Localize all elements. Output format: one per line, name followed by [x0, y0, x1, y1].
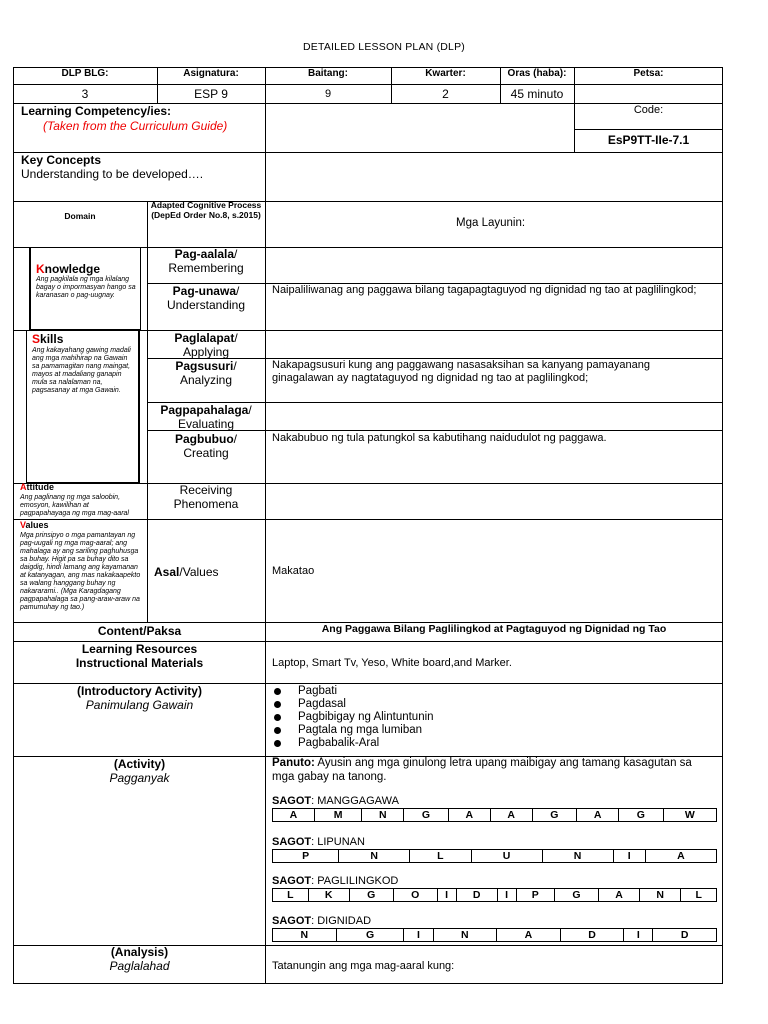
- layunin-header: Mga Layunin:: [456, 217, 526, 229]
- letter-cell: G: [619, 809, 664, 822]
- knowledge-title: Knowledge: [36, 262, 101, 276]
- header-label-kwarter: Kwarter:: [425, 68, 466, 79]
- competency-label: Learning Competency/ies:: [21, 104, 172, 118]
- letter-cell: A: [645, 850, 716, 863]
- letter-grid-2: [272, 849, 717, 863]
- sagot-1: SAGOT: MANGGAGAWA: [272, 795, 399, 807]
- letter-grid-3: [272, 888, 717, 902]
- letter-cell: A: [497, 929, 561, 942]
- code-value: EsP9TT-IIe-7.1: [607, 133, 690, 147]
- letter-cell: L: [681, 889, 717, 902]
- content-label: Content/Paksa: [97, 624, 182, 638]
- letter-cell: W: [663, 809, 716, 822]
- panuto-text: Panuto: Ayusin ang mga ginulong letra upang maibigay ang tamang kasagutan sa mga gabay na tanong.: [272, 757, 692, 783]
- skills-desc: Ang kakayahang gawing madali ang mga mahihirap na Gawain sa pamamagitan nang maingat, mayos at madaliang ganapin mula sa nalalaman na, pagsasanay at mga Gawain.: [32, 347, 131, 395]
- letter-cell: N: [542, 850, 613, 863]
- letter-grid-1: [272, 808, 717, 822]
- resources-label-1: Learning Resources: [81, 642, 198, 656]
- header-value-asignatura: ESP 9: [194, 87, 228, 101]
- letter-cell: G: [336, 929, 404, 942]
- letter-grid-4: [272, 928, 717, 942]
- header-label-asignatura: Asignatura:: [183, 68, 239, 79]
- content-value: Ang Paggawa Bilang Paglilingkod at Pagtaguyod ng Dignidad ng Tao: [321, 623, 667, 635]
- list-item: Pagbabalik-Aral: [272, 737, 434, 750]
- letter-cell: A: [598, 889, 639, 902]
- letter-cell: U: [471, 850, 542, 863]
- header-value-dlp: 3: [81, 87, 89, 101]
- objective-values: Makatao: [272, 565, 315, 577]
- domain-header: Domain: [64, 211, 96, 221]
- letter-cell: G: [404, 809, 449, 822]
- letter-cell: G: [532, 809, 577, 822]
- letter-cell: N: [362, 809, 404, 822]
- sagot-4: SAGOT: DIGNIDAD: [272, 915, 372, 927]
- code-label: Code:: [633, 104, 664, 116]
- letter-cell: P: [273, 850, 339, 863]
- analysis-value: Tatanungin ang mga mag-aaral kung:: [272, 960, 455, 972]
- key-concepts-label: Key Concepts: [21, 153, 102, 167]
- letter-cell: D: [456, 889, 497, 902]
- letter-cell: I: [497, 889, 516, 902]
- letter-cell: N: [273, 929, 337, 942]
- header-value-kwarter: 2: [442, 87, 449, 101]
- document-title: DETAILED LESSON PLAN (DLP): [303, 41, 465, 53]
- attitude-title: Attitude: [20, 482, 54, 492]
- process-remembering: Pag-aalala/ Remembering: [168, 247, 244, 276]
- letter-cell: P: [516, 889, 554, 902]
- header-label-baitang: Baitang:: [308, 68, 348, 79]
- letter-cell: G: [349, 889, 393, 902]
- process-evaluating: Pagpapahalaga/ Evaluating: [160, 403, 252, 432]
- letter-cell: A: [273, 809, 315, 822]
- knowledge-desc: Ang pagkilala ng mga kilalang bagay o impormasyan hango sa karanasan o pag-uugnay.: [36, 276, 136, 300]
- letter-cell: L: [410, 850, 471, 863]
- letter-cell: O: [393, 889, 437, 902]
- process-creating: Pagbubuo/ Creating: [174, 432, 237, 461]
- objective-analyzing: Nakapagsusuri kung ang paggawang nasasaksihan sa kanyang pamayanang ginagalawan ay nagtataguyod ng dignidad ng tao at paglilingkod;: [272, 359, 650, 385]
- letter-cell: N: [339, 850, 410, 863]
- analysis-label: (Analysis): [110, 945, 169, 959]
- values-title: Values: [20, 520, 49, 530]
- activity-label: (Activity): [113, 757, 166, 771]
- skills-title: Skills: [32, 332, 64, 346]
- letter-cell: A: [490, 809, 532, 822]
- letter-cell: I: [437, 889, 456, 902]
- lesson-plan-table: [13, 67, 723, 984]
- list-item: Pagbati: [272, 685, 434, 698]
- sagot-2: SAGOT: LIPUNAN: [272, 836, 365, 848]
- header-label-dlp: DLP BLG:: [61, 68, 109, 79]
- resources-label-2: Instructional Materials: [75, 656, 204, 670]
- letter-cell: M: [314, 809, 361, 822]
- letter-cell: D: [560, 929, 624, 942]
- activity-sub: Pagganyak: [109, 771, 170, 785]
- process-understanding: Pag-unawa/ Understanding: [166, 284, 246, 313]
- letter-cell: A: [577, 809, 619, 822]
- letter-cell: D: [653, 929, 717, 942]
- letter-cell: I: [613, 850, 645, 863]
- letter-cell: N: [640, 889, 681, 902]
- header-value-baitang: 9: [324, 88, 332, 100]
- header-label-oras: Oras (haba):: [507, 68, 567, 79]
- process-analyzing: Pagsusuri/ Analyzing: [175, 359, 237, 388]
- letter-cell: I: [624, 929, 653, 942]
- header-label-petsa: Petsa:: [633, 68, 664, 79]
- analysis-sub: Paglalahad: [109, 959, 170, 973]
- letter-cell: K: [308, 889, 349, 902]
- introductory-list: [272, 685, 434, 750]
- process-receiving: Receiving Phenomena: [173, 483, 239, 511]
- attitude-desc: Ang paglinang ng mga saloobin, emosyon, kawilihan at pagpapahayaga ng mga mag-aaral: [20, 494, 129, 518]
- process-header: Adapted Cognitive Process (DepEd Order No.8, s.2015): [150, 200, 262, 220]
- key-concepts-sub: Understanding to be developed….: [21, 167, 204, 181]
- objective-understanding: Naipaliliwanag ang paggawa bilang tagapagtaguyod ng dignidad ng tao at paglilingkod;: [272, 284, 697, 296]
- values-desc: Mga prinsipyo o mga pamantayan ng pag-uugali ng mga mag-aaral; ang mahalaga ay ang sariling paghuhusga sa buhay. Higit pa sa buhay dito sa daigdig, hindi lamang ang kayamanan at katanyagan, ang mas nakakaapekto sa walang hanggang buhay ng nakararami.. (Mga Karagdagang pagpapahalaga sa pang-araw-araw na pamumuhay ng tao.): [20, 532, 141, 612]
- process-values: Asal/Values: [154, 565, 219, 579]
- process-applying: Paglalapat/ Applying: [174, 331, 238, 360]
- letter-cell: I: [404, 929, 433, 942]
- competency-note: (Taken from the Curriculum Guide): [43, 119, 228, 133]
- letter-cell: N: [433, 929, 497, 942]
- list-item: Pagbibigay ng Alintuntunin: [272, 711, 434, 724]
- letter-cell: L: [273, 889, 309, 902]
- list-item: Pagtala ng mga lumiban: [272, 724, 434, 737]
- introductory-sub: Panimulang Gawain: [85, 698, 194, 712]
- introductory-label: (Introductory Activity): [77, 684, 202, 698]
- list-item: Pagdasal: [272, 698, 434, 711]
- objective-creating: Nakabubuo ng tula patungkol sa kabutihang naidudulot ng paggawa.: [272, 432, 607, 444]
- sagot-3: SAGOT: PAGLILINGKOD: [272, 875, 399, 887]
- header-value-oras: 45 minuto: [510, 87, 564, 101]
- letter-cell: A: [448, 809, 490, 822]
- letter-cell: G: [554, 889, 598, 902]
- resources-value: Laptop, Smart Tv, Yeso, White board,and Marker.: [272, 657, 512, 669]
